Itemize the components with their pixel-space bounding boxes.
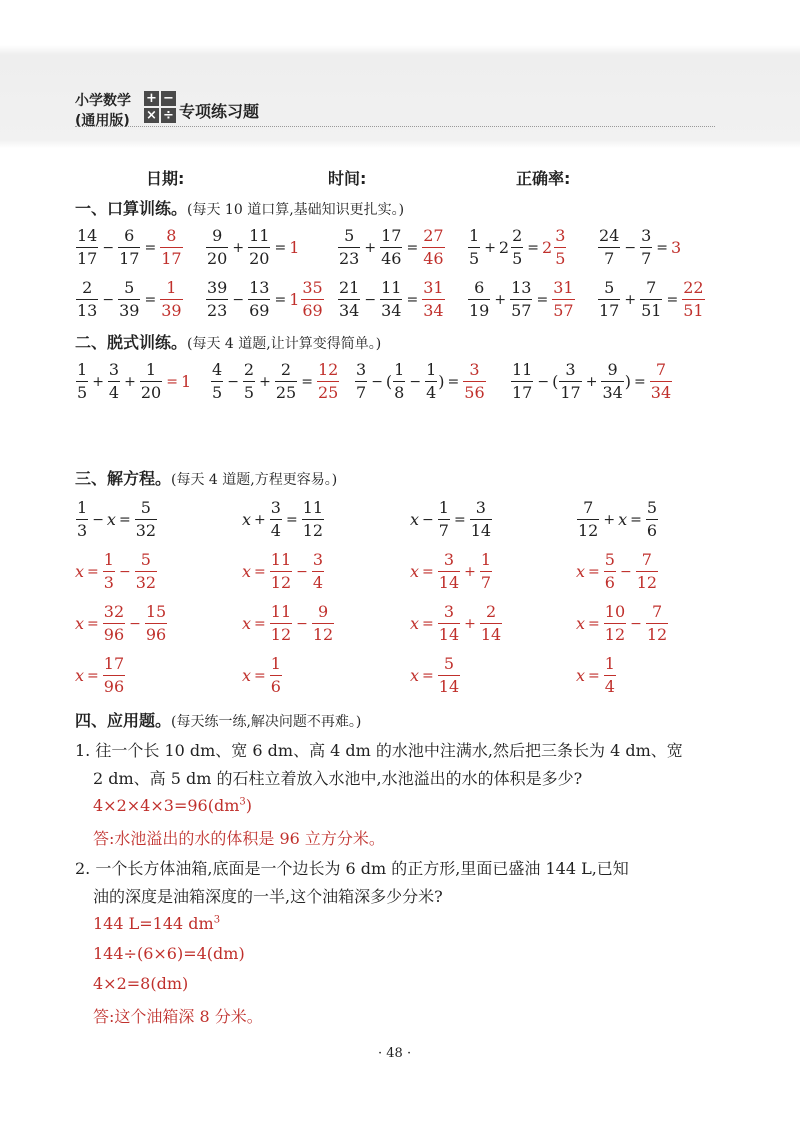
oral-item: $\frac{21}{34}$ − $\frac{11}{34}$ = $\frac{31}{34}$ <box>339 278 444 320</box>
fraction: $\frac{39}{23}$ <box>207 278 228 320</box>
oral-item: $\frac{5}{17}$ + $\frac{7}{51}$ = $\frac{22}{51}$ <box>599 278 704 320</box>
plus-icon: + <box>144 91 159 106</box>
problem-text: 油的深度是油箱深度的一半,这个油箱深多少分米? <box>93 887 443 906</box>
page-number: · 48 · <box>378 1046 412 1061</box>
answer-fraction: $\frac{22}{51}$ <box>683 278 704 320</box>
equation-question: $\frac{1}{3}$ − x = $\frac{5}{32}$ <box>77 498 157 540</box>
divide-icon: ÷ <box>161 108 176 123</box>
answer-fraction: $\frac{31}{57}$ <box>553 278 574 320</box>
oral-item: $\frac{39}{23}$ − $\frac{13}{69}$ = 1 $\frac{35}{69}$ <box>207 278 323 320</box>
answer-fraction: $\frac{8}{17}$ <box>161 226 182 268</box>
equation-step: x = $\frac{1}{3}$ − $\frac{5}{32}$ <box>75 550 157 592</box>
answer-fraction: $\frac{1}{39}$ <box>161 278 182 320</box>
section-title: 一、口算训练。 <box>75 199 188 218</box>
section-note: (每天 10 道口算,基础知识更扎实。) <box>187 202 405 218</box>
section-equations-heading <box>75 466 337 489</box>
oral-item: $\frac{1}{5}$ + 2 $\frac{2}{5}$ = 2 $\frac{3}{5}$ <box>469 226 566 268</box>
equation-solution: x = $\frac{1}{6}$ <box>242 654 281 696</box>
answer-fraction: $\frac{7}{34}$ <box>650 360 672 402</box>
solution-calc: 4×2=8(dm) <box>93 974 189 993</box>
fraction: $\frac{1}{5}$ <box>469 226 480 268</box>
answer-fraction: $\frac{3}{5}$ <box>555 226 566 268</box>
section-oral-heading <box>75 196 404 219</box>
answer-fraction: $\frac{12}{25}$ <box>317 360 339 402</box>
series-name: 小学数学 <box>75 93 131 109</box>
accuracy-label: 正确率: <box>516 169 571 188</box>
fraction: $\frac{14}{17}$ <box>77 226 98 268</box>
stepwise-item: $\frac{11}{17}$ − ( $\frac{3}{17}$ + $\frac{9}{34}$ ) = $\frac{7}{34}$ <box>512 360 672 402</box>
fraction: $\frac{9}{20}$ <box>207 226 228 268</box>
equation-step: x = $\frac{10}{12}$ − $\frac{7}{12}$ <box>576 602 668 644</box>
answer-value: 1 <box>289 238 300 257</box>
answer-text: 答:这个油箱深 8 分米。 <box>93 1007 263 1026</box>
oral-item: $\frac{2}{13}$ − $\frac{5}{39}$ = $\frac{1}{39}$ <box>77 278 182 320</box>
solution-calc: 144 L=144 $dm^3$ <box>93 914 221 933</box>
problem-text: 2. 一个长方体油箱,底面是一个边长为 6 dm 的正方形,里面已盛油 144 L,已知 <box>75 859 629 878</box>
answer-value: 3 <box>671 238 682 257</box>
fraction: $\frac{24}{7}$ <box>599 226 620 268</box>
equation-solution: x = $\frac{5}{14}$ <box>410 654 460 696</box>
equation-question: x − $\frac{1}{7}$ = $\frac{3}{14}$ <box>410 498 492 540</box>
fraction: $\frac{11}{20}$ <box>249 226 270 268</box>
stepwise-item: $\frac{4}{5}$ − $\frac{2}{5}$ + $\frac{2}{25}$ = $\frac{12}{25}$ <box>212 360 339 402</box>
fraction: $\frac{2}{5}$ <box>512 226 523 268</box>
section-title: 二、脱式训练。 <box>75 333 188 352</box>
answer-fraction: $\frac{31}{34}$ <box>423 278 444 320</box>
equation-step: x = $\frac{11}{12}$ − $\frac{3}{4}$ <box>242 550 324 592</box>
fraction: $\frac{5}{17}$ <box>599 278 620 320</box>
equation-solution: x = $\frac{1}{4}$ <box>576 654 615 696</box>
solution-calc: $4\times 2\times 4\times 3=96(dm^3)$ <box>93 796 252 815</box>
section-stepwise-heading <box>75 330 381 353</box>
fraction: $\frac{2}{13}$ <box>77 278 98 320</box>
problem-text: 1. 往一个长 10 dm、宽 6 dm、高 4 dm 的水池中注满水,然后把三条长为 4 dm、宽 <box>75 741 683 760</box>
fraction: $\frac{17}{46}$ <box>381 226 402 268</box>
solution-calc: 144÷(6×6)=4(dm) <box>93 944 245 963</box>
page-title: 专项练习题 <box>179 102 260 121</box>
series-edition: (通用版) <box>75 113 130 129</box>
section-note: (每天练一练,解决问题不再难。) <box>171 714 362 730</box>
fraction: $\frac{5}{23}$ <box>339 226 360 268</box>
equation-step: x = $\frac{32}{96}$ − $\frac{15}{96}$ <box>75 602 167 644</box>
stepwise-item: $\frac{1}{5}$ + $\frac{3}{4}$ + $\frac{1}{20}$ = 1 <box>77 360 192 402</box>
fraction: $\frac{13}{57}$ <box>511 278 532 320</box>
answer-value: 1 <box>180 372 192 391</box>
oral-item: $\frac{14}{17}$ − $\frac{6}{17}$ = $\frac{8}{17}$ <box>77 226 182 268</box>
fraction: $\frac{5}{39}$ <box>119 278 140 320</box>
fraction: $\frac{7}{51}$ <box>641 278 662 320</box>
answer-fraction: $\frac{27}{46}$ <box>423 226 444 268</box>
equation-step: x = $\frac{5}{6}$ − $\frac{7}{12}$ <box>576 550 658 592</box>
section-title: 三、解方程。 <box>75 469 172 488</box>
oral-item: $\frac{6}{19}$ + $\frac{13}{57}$ = $\frac{31}{57}$ <box>469 278 574 320</box>
equation-question: x + $\frac{3}{4}$ = $\frac{11}{12}$ <box>242 498 324 540</box>
oral-item: $\frac{5}{23}$ + $\frac{17}{46}$ = $\frac{27}{46}$ <box>339 226 444 268</box>
answer-text: 答:水池溢出的水的体积是 96 立方分米。 <box>93 829 385 848</box>
fraction: $\frac{3}{7}$ <box>641 226 652 268</box>
fraction: $\frac{13}{69}$ <box>249 278 270 320</box>
equation-step: x = $\frac{11}{12}$ − $\frac{9}{12}$ <box>242 602 334 644</box>
date-label: 日期: <box>146 169 185 188</box>
section-word-problems-heading <box>75 708 361 731</box>
oral-item: $\frac{24}{7}$ − $\frac{3}{7}$ = 3 <box>599 226 682 268</box>
answer-fraction: $\frac{3}{56}$ <box>464 360 485 402</box>
equation-question: $\frac{7}{12}$ + x = $\frac{5}{6}$ <box>578 498 658 540</box>
section-note: (每天 4 道题,方程更容易。) <box>171 472 338 488</box>
times-icon: × <box>144 108 159 123</box>
oral-item: $\frac{9}{20}$ + $\frac{11}{20}$ = 1 <box>207 226 300 268</box>
section-note: (每天 4 道题,让计算变得简单。) <box>187 336 382 352</box>
answer-fraction: $\frac{35}{69}$ <box>302 278 323 320</box>
equation-step: x = $\frac{3}{14}$ + $\frac{1}{7}$ <box>410 550 492 592</box>
time-label: 时间: <box>328 169 367 188</box>
header-divider <box>75 126 715 127</box>
operations-logo <box>144 91 176 123</box>
stepwise-item: $\frac{3}{7}$ − ( $\frac{1}{8}$ − $\frac{1}{4}$ ) = $\frac{3}{56}$ <box>356 360 485 402</box>
equation-solution: x = $\frac{17}{96}$ <box>75 654 125 696</box>
equation-step: x = $\frac{3}{14}$ + $\frac{2}{14}$ <box>410 602 502 644</box>
fraction: $\frac{11}{34}$ <box>381 278 402 320</box>
fraction: $\frac{21}{34}$ <box>339 278 360 320</box>
minus-icon: − <box>161 91 176 106</box>
fraction: $\frac{6}{19}$ <box>469 278 490 320</box>
section-title: 四、应用题。 <box>75 711 172 730</box>
fraction: $\frac{6}{17}$ <box>119 226 140 268</box>
problem-text: 2 dm、高 5 dm 的石柱立着放入水池中,水池溢出的水的体积是多少? <box>93 769 583 788</box>
